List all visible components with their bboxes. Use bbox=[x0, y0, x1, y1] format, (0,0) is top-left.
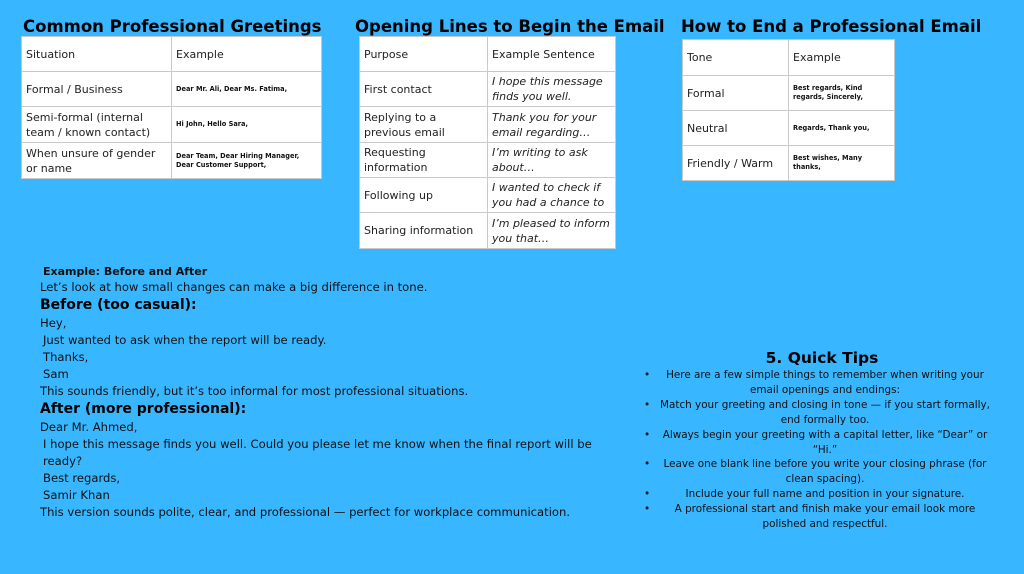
cell-example-sentence: I’m pleased to inform you that… bbox=[488, 213, 616, 249]
table-header-row bbox=[683, 40, 895, 76]
table-row bbox=[22, 72, 322, 107]
cell-example: Regards, Thank you, bbox=[789, 111, 895, 146]
openings-title: Opening Lines to Begin the Email bbox=[355, 17, 665, 36]
list-item bbox=[640, 368, 996, 398]
greetings-title: Common Professional Greetings bbox=[23, 17, 322, 36]
tip-text: Here are a few simple things to remember when writing your email openings and endings: bbox=[666, 369, 984, 396]
cell-situation: Formal / Business bbox=[22, 72, 172, 107]
header-purpose: Purpose bbox=[360, 37, 488, 72]
quick-tips-list bbox=[640, 368, 996, 532]
table-row bbox=[683, 111, 895, 146]
header-example: Example bbox=[172, 37, 322, 72]
table-header-row bbox=[22, 37, 322, 72]
after-signature: Samir Khan bbox=[43, 488, 110, 502]
list-item bbox=[640, 502, 996, 532]
cell-tone: Friendly / Warm bbox=[683, 146, 789, 181]
list-item bbox=[640, 457, 996, 487]
bullet-icon: • bbox=[644, 488, 651, 501]
after-note: This version sounds polite, clear, and professional — perfect for workplace communication. bbox=[40, 505, 571, 519]
before-heading: Before (too casual): bbox=[40, 297, 197, 313]
cell-example: Dear Team, Dear Hiring Manager, Dear Customer Support, bbox=[172, 143, 322, 179]
tip-text: Always begin your greeting with a capital letter, like “Dear” or “Hi.” bbox=[662, 428, 988, 456]
header-example: Example bbox=[789, 40, 895, 76]
openings-table bbox=[359, 36, 616, 249]
example-intro: Let’s look at how small changes can make a big difference in tone. bbox=[40, 280, 428, 294]
table-row bbox=[360, 107, 616, 143]
tip-text: Leave one blank line before you write your closing phrase (for clean spacing). bbox=[663, 458, 987, 486]
cell-purpose: First contact bbox=[360, 72, 488, 107]
after-closing: Best regards, bbox=[43, 471, 121, 485]
list-item bbox=[640, 428, 996, 458]
after-heading: After (more professional): bbox=[40, 401, 247, 417]
cell-example-sentence: I wanted to check if you had a chance to bbox=[488, 178, 616, 213]
tip-text: Include your full name and position in your signature. bbox=[685, 488, 965, 501]
after-greeting: Dear Mr. Ahmed, bbox=[40, 420, 138, 434]
cell-example: Best regards, Kind regards, Sincerely, bbox=[789, 76, 895, 111]
table-row bbox=[683, 76, 895, 111]
cell-purpose: Sharing information bbox=[360, 213, 488, 249]
bullet-icon: • bbox=[644, 458, 651, 471]
header-tone: Tone bbox=[683, 40, 789, 76]
greetings-table bbox=[21, 36, 322, 179]
header-situation: Situation bbox=[22, 37, 172, 72]
tip-text: A professional start and finish make your email look more polished and respectful. bbox=[674, 503, 976, 531]
cell-example: Best wishes, Many thanks, bbox=[789, 146, 895, 181]
cell-purpose: Replying to a previous email bbox=[360, 107, 488, 143]
before-note: This sounds friendly, but it’s too informal for most professional situations. bbox=[40, 384, 469, 398]
list-item bbox=[640, 398, 996, 428]
bullet-icon: • bbox=[644, 398, 651, 411]
list-item bbox=[640, 487, 996, 502]
before-line: Thanks, bbox=[43, 350, 89, 364]
cell-example: Hi John, Hello Sara, bbox=[172, 107, 322, 143]
cell-purpose: Requesting information bbox=[360, 143, 488, 178]
cell-purpose: Following up bbox=[360, 178, 488, 213]
table-row bbox=[360, 143, 616, 178]
before-line: Just wanted to ask when the report will be ready. bbox=[43, 333, 327, 347]
endings-table bbox=[682, 39, 895, 181]
before-line: Sam bbox=[43, 367, 69, 381]
cell-tone: Formal bbox=[683, 76, 789, 111]
cell-situation: Semi-formal (internal team / known contact) bbox=[22, 107, 172, 143]
table-row bbox=[360, 213, 616, 249]
bullet-icon: • bbox=[644, 503, 651, 516]
tip-text: Match your greeting and closing in tone — if you start formally, end formally too. bbox=[660, 398, 990, 426]
table-row bbox=[22, 107, 322, 143]
bullet-icon: • bbox=[644, 428, 651, 441]
endings-title: How to End a Professional Email bbox=[681, 17, 982, 36]
cell-example: Dear Mr. Ali, Dear Ms. Fatima, bbox=[172, 72, 322, 107]
before-line: Hey, bbox=[40, 316, 67, 330]
table-row bbox=[360, 72, 616, 107]
table-header-row bbox=[360, 37, 616, 72]
cell-situation: When unsure of gender or name bbox=[22, 143, 172, 179]
example-section bbox=[40, 264, 640, 521]
header-example-sentence: Example Sentence bbox=[488, 37, 616, 72]
bullet-icon: • bbox=[644, 369, 651, 381]
cell-example-sentence: I’m writing to ask about… bbox=[488, 143, 616, 178]
quick-tips-section bbox=[640, 348, 996, 532]
table-row bbox=[22, 143, 322, 179]
cell-tone: Neutral bbox=[683, 111, 789, 146]
table-row bbox=[683, 146, 895, 181]
quick-tips-title: 5. Quick Tips bbox=[765, 349, 879, 367]
example-subtitle: Example: Before and After bbox=[43, 265, 208, 278]
after-body: I hope this message finds you well. Could you please let me know when the final report will be ready? bbox=[43, 437, 592, 468]
table-row bbox=[360, 178, 616, 213]
cell-example-sentence: Thank you for your email regarding… bbox=[488, 107, 616, 143]
cell-example-sentence: I hope this message finds you well. bbox=[488, 72, 616, 107]
